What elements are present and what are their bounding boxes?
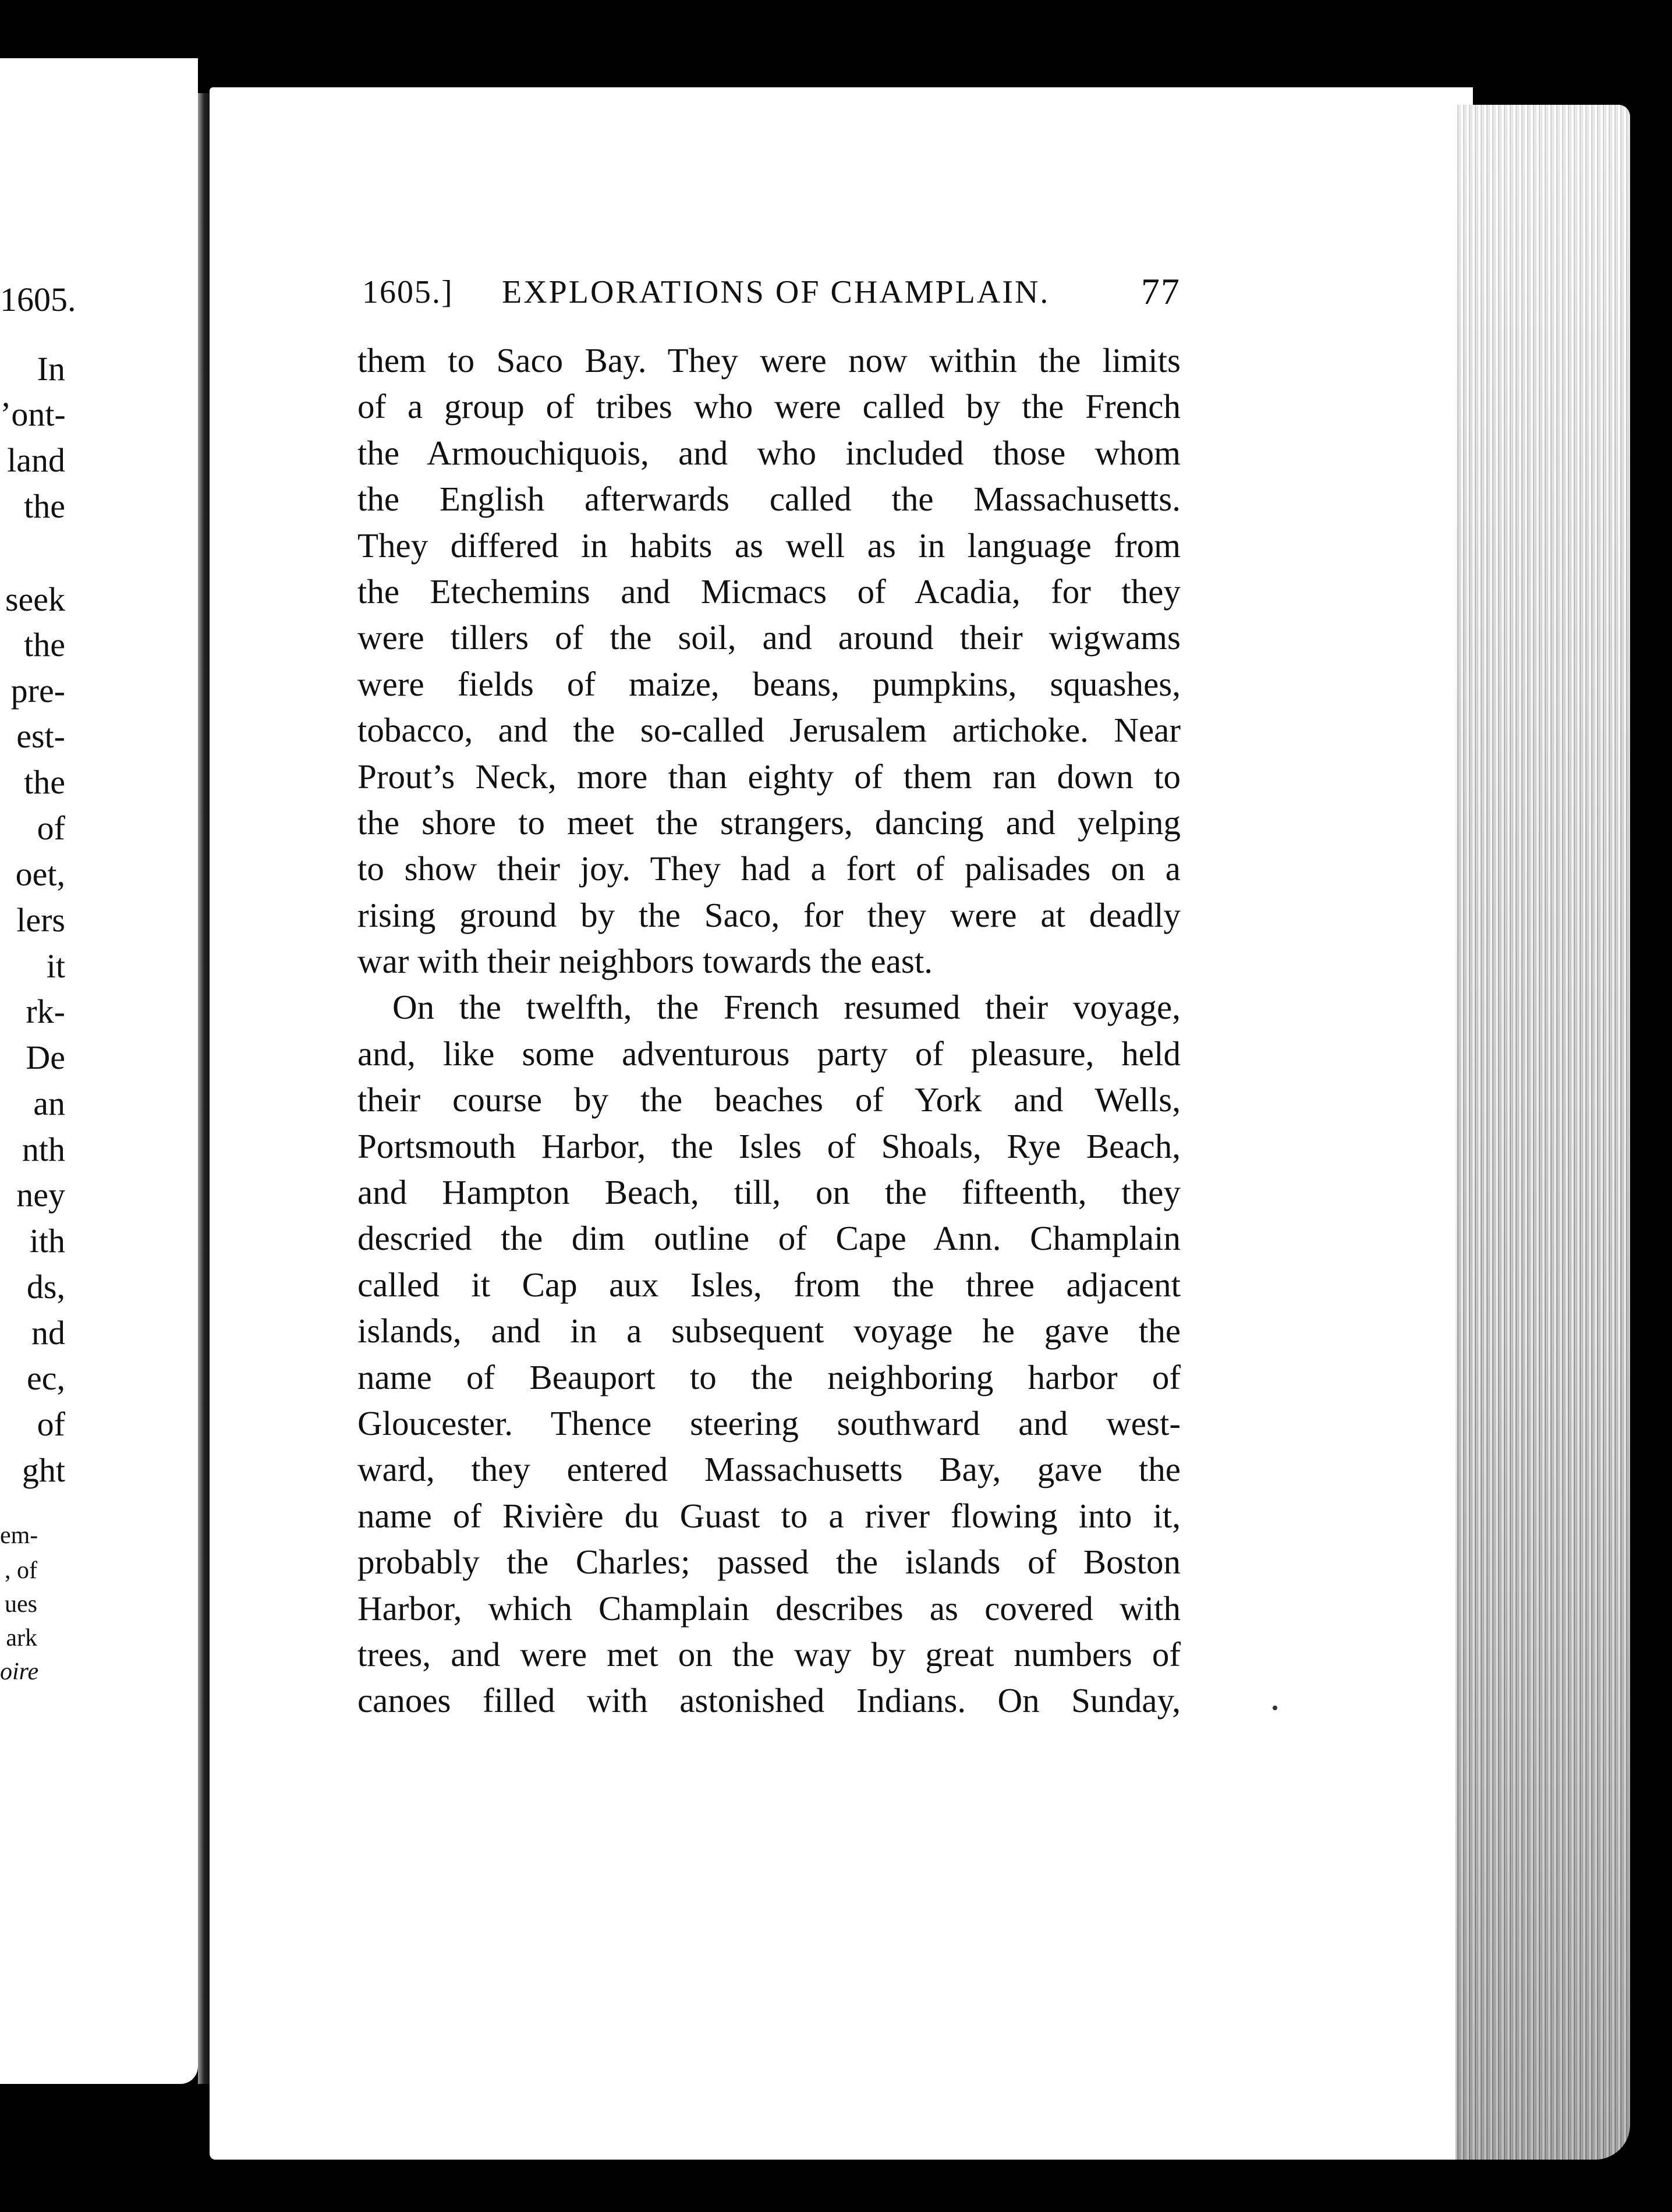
previous-page-footnote-line: , of xyxy=(5,1557,37,1584)
text-line: Portsmouth Harbor, the Isles of Shoals, Rye Beach, xyxy=(357,1126,1181,1165)
previous-page-line: of xyxy=(37,1405,65,1443)
previous-page-line: nd xyxy=(31,1314,65,1352)
text-line: were fields of maize, beans, pumpkins, squashes, xyxy=(357,664,1181,703)
previous-page-line: oet, xyxy=(15,855,65,893)
previous-page-line: ght xyxy=(22,1451,65,1489)
text-line: the Etechemins and Micmacs of Acadia, for they xyxy=(357,572,1181,611)
text-line: the English afterwards called the Massachusetts. xyxy=(357,480,1181,519)
previous-page-line: ney xyxy=(16,1176,65,1214)
text-line: Harbor, which Champlain describes as covered with xyxy=(357,1589,1181,1628)
previous-page-line: the xyxy=(24,626,65,664)
book-fore-edge-shading xyxy=(1455,105,1630,2160)
text-line: trees, and were met on the way by great numbers of xyxy=(357,1635,1181,1674)
text-line: their course by the beaches of York and Wells, xyxy=(357,1080,1181,1119)
previous-page-line: nth xyxy=(22,1130,65,1168)
text-line: On the twelfth, the French resumed their voyage, xyxy=(392,988,1181,1027)
previous-page-line: pre- xyxy=(10,672,65,710)
previous-page-line: lers xyxy=(16,901,65,939)
previous-page-line: ds, xyxy=(26,1268,65,1306)
previous-page-line: ec, xyxy=(27,1359,65,1397)
previous-page-line: it xyxy=(46,947,65,985)
previous-page-line: an xyxy=(33,1084,65,1122)
text-line: canoes filled with astonished Indians. On Sunday, xyxy=(357,1681,1181,1720)
text-line: of a group of tribes who were called by the French xyxy=(357,387,1181,426)
previous-page-line: the xyxy=(24,763,65,801)
text-line: probably the Charles; passed the islands of Boston xyxy=(357,1543,1181,1582)
text-line: them to Saco Bay. They were now within the limits xyxy=(357,341,1181,380)
page-number: 77 xyxy=(1141,271,1181,312)
text-line: Prout’s Neck, more than eighty of them ran down to xyxy=(357,757,1181,796)
text-line: name of Beauport to the neighboring harbor of xyxy=(357,1357,1181,1396)
previous-page-line: the xyxy=(24,487,65,525)
header-title: EXPLORATIONS OF CHAMPLAIN. xyxy=(502,274,1050,310)
text-line: the shore to meet the strangers, dancing and yelping xyxy=(357,803,1181,842)
text-line: Gloucester. Thence steering southward and west- xyxy=(357,1403,1181,1442)
text-line: were tillers of the soil, and around their wigwams xyxy=(357,618,1181,657)
previous-page-line: est- xyxy=(16,717,65,755)
previous-page-line: of xyxy=(37,809,65,847)
text-line: war with their neighbors towards the east. xyxy=(357,942,933,981)
text-line: ward, they entered Massachusetts Bay, gave the xyxy=(357,1450,1181,1489)
header-year: 1605.] xyxy=(362,274,454,310)
text-line: and Hampton Beach, till, on the fifteenth, they xyxy=(357,1173,1181,1212)
paragraph-2 xyxy=(357,984,1181,1724)
text-line: rising ground by the Saco, for they were at deadly xyxy=(357,895,1181,934)
previous-page-line: ’ont- xyxy=(0,395,66,433)
text-line: name of Rivière du Guast to a river flowing into it, xyxy=(357,1496,1181,1535)
previous-page-line: ith xyxy=(29,1222,65,1260)
text-line: and, like some adventurous party of pleasure, held xyxy=(357,1034,1181,1073)
text-line: tobacco, and the so-called Jerusalem artichoke. Near xyxy=(357,711,1181,750)
previous-page-line: land xyxy=(7,441,65,479)
previous-page-line: In xyxy=(37,350,65,388)
previous-page-footnote-line: ark xyxy=(6,1625,37,1651)
body-text xyxy=(357,338,1181,1724)
previous-page-line: rk- xyxy=(26,992,65,1030)
text-line: They differed in habits as well as in language from xyxy=(357,526,1181,565)
text-line: the Armouchiquois, and who included those whom xyxy=(357,433,1181,472)
previous-page-footnote-line: oire xyxy=(0,1658,39,1685)
previous-page-line: 1605. xyxy=(0,281,76,318)
previous-page-line: De xyxy=(26,1038,65,1076)
paragraph-1 xyxy=(357,338,1181,984)
previous-page-footnote-line: ues xyxy=(5,1591,37,1618)
previous-page-line: seek xyxy=(5,580,65,618)
text-line: called it Cap aux Isles, from the three adjacent xyxy=(357,1265,1181,1304)
page-speck xyxy=(1273,1706,1277,1710)
text-line: islands, and in a subsequent voyage he gave the xyxy=(357,1311,1181,1350)
text-line: descried the dim outline of Cape Ann. Champlain xyxy=(357,1219,1181,1258)
text-line: to show their joy. They had a fort of palisades on a xyxy=(357,849,1181,888)
running-header xyxy=(362,271,1181,314)
previous-page-footnote-line: em- xyxy=(0,1522,38,1549)
